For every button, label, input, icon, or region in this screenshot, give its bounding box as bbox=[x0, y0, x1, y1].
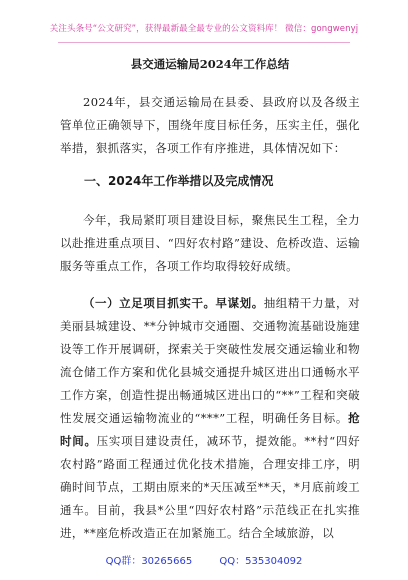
document-body bbox=[60, 56, 360, 545]
subsection-body: 抽组精干力量，对美丽县城建设、**分钟城市交通圈、交通物流基础设施建设等工作开展调研，探索关于突破性发展交通运输业和物流仓储工作方案和优化县城交通提升城区进出口通畅水平工作方案，创造性提出畅通城区进出口的“**”工程和突破性发展交通运输物流业的“***”工程，明确任务目标。 bbox=[60, 296, 360, 425]
intro-paragraph: 2024年，县交通运输局在县委、县政府以及各级主管单位正确领导下，围绕年度目标任务，压实主任，强化举措，狠抓落实，各项工作有序推进，具体情况如下： bbox=[60, 95, 360, 155]
banner-divider bbox=[58, 42, 350, 43]
subsection-body-2: 压实项目建设责任，减环节，提效能。**村“四好农村路”路面工程通过优化技术措施，合理安排工序，明确时间节点，工期由原来的*天压减至**天，*月底前竣工通车。目前，我县*公里“四好农村路”示范线正在扎实推进，**座危桥改造正在加紧施工。结合全域旅游，以 bbox=[60, 434, 361, 540]
header-banner bbox=[0, 0, 408, 50]
subsection-lead: 早谋划。 bbox=[215, 296, 264, 310]
section-paragraph: 今年，我局紧盯项目建设目标，聚焦民生工程，全力以赴推进重点项目、“四好农村路”建设、危桥改造、运输服务等重点工作，各项工作均取得较好成绩。 bbox=[60, 213, 360, 273]
banner-text: 关注头条号“公文研究”，获得最新最全最专业的公文资料库！ 微信：gongwenyj bbox=[49, 24, 359, 34]
subsection-paragraph bbox=[60, 292, 360, 545]
footer-qq-group: QQ群：30265665 bbox=[105, 556, 193, 567]
footer-contacts bbox=[0, 552, 408, 567]
document-title: 县交通运输局2024年工作总结 bbox=[130, 57, 290, 71]
subsection-lead-2: 抢时间。 bbox=[60, 411, 360, 448]
footer-qq: QQ：535304092 bbox=[219, 556, 303, 567]
subsection-heading: （一）立足项目抓实干。 bbox=[83, 296, 216, 310]
section-heading: 一、2024年工作举措以及完成情况 bbox=[84, 174, 274, 188]
